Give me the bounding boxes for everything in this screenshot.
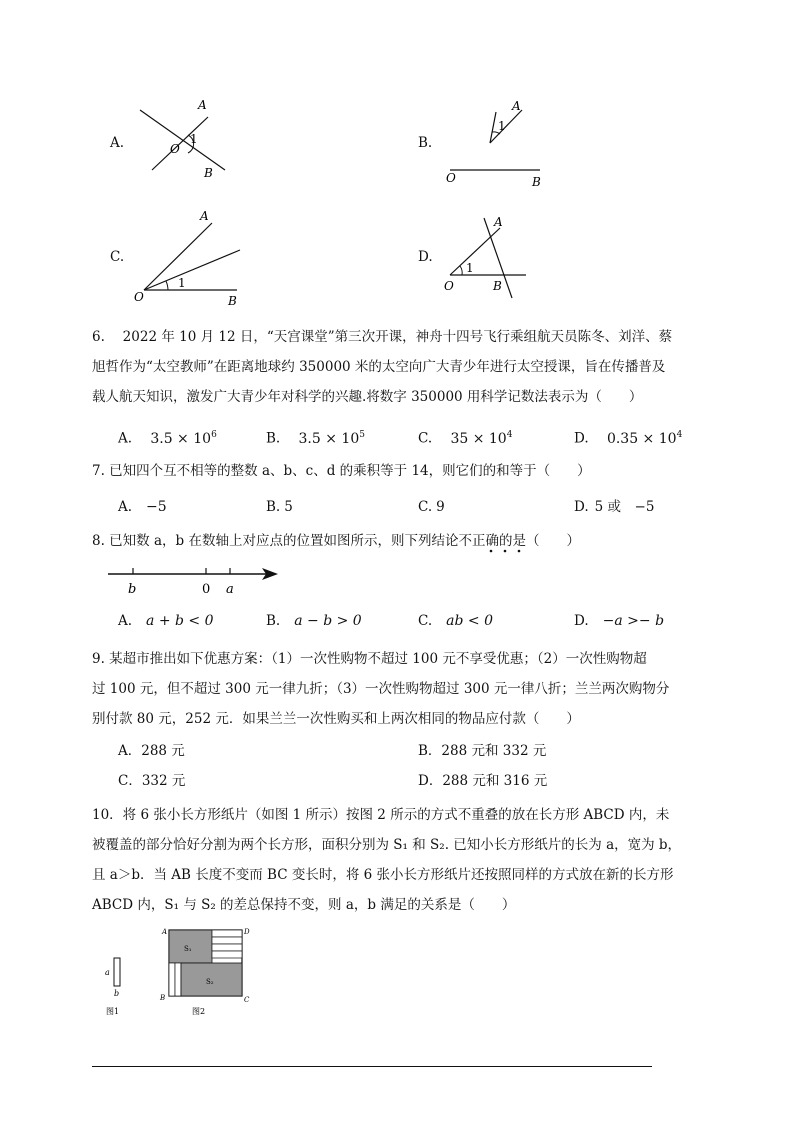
q8-stem: 8. 已知数 a，b 在数轴上对应点的位置如图所示，则下列结论不正确的是（ ） [92, 533, 580, 549]
q10-stem-line2: 被覆盖的部分恰好分割为两个长方形，面积分别为 S₁ 和 S₂. 已知小长方形纸片的长为 a，宽为 b， [92, 837, 682, 853]
q6-option-d: D. $0.35 \times 10^4$ [574, 430, 683, 447]
q10-stem-line3: 且 a＞b．当 AB 长度不变而 BC 变长时，将 6 张小长方形纸片还按照同样的方式放在新的长方形 [92, 867, 674, 883]
q5-option-b-figure [440, 98, 560, 190]
q9-stem-line1: 9. 某超市推出如下优惠方案：（1）一次性购物不超过 100 元不享受优惠；（2）一次性购物超 [92, 651, 647, 667]
q10-fig2-d: D [244, 928, 250, 936]
q10-fig2-c: C [244, 996, 250, 1004]
q5-a-point-b: B [204, 166, 213, 180]
q5-b-angle-1: 1 [498, 119, 506, 133]
q5-option-a-label: A. [110, 135, 125, 151]
q8-axis-zero: 0 [202, 582, 211, 597]
q9-option-a: A．288 元 [118, 743, 185, 759]
q6-option-b: B. $3.5 \times 10^5$ [266, 430, 365, 447]
q10-fig2-s1: S₁ [184, 945, 192, 953]
q5-c-point-a: A [200, 209, 209, 223]
q8-option-d: D. −a >− b [574, 613, 665, 629]
q8-emphasis-dots [486, 546, 536, 556]
q5-b-point-b: B [532, 175, 541, 189]
q9-stem-line2: 过 100 元，但不超过 300 元一律九折；（3）一次性购物超过 300 元一律八折；兰兰两次购物分 [92, 681, 670, 697]
q10-stem-line1: 10．将 6 张小长方形纸片（如图 1 所示）按图 2 所示的方式不重叠的放在长方形 ABCD 内，未 [92, 807, 670, 823]
q10-fig1-caption: 图1 [106, 1007, 120, 1016]
q10-figure-1 [104, 954, 132, 1020]
q5-d-angle-1: 1 [466, 261, 474, 275]
q5-d-point-o: O [444, 279, 454, 293]
q10-fig2-b: B [160, 994, 166, 1002]
q7-option-d: D. 5 或 −5 [574, 499, 655, 515]
q9-stem-line3: 别付款 80 元，252 元．如果兰兰一次性购买和上两次相同的物品应付款（ ） [92, 711, 580, 727]
q8-number-line [106, 562, 286, 598]
q5-c-point-b: B [228, 294, 237, 305]
q7-option-b: B. 5 [266, 499, 293, 515]
q5-b-point-o: O [446, 171, 456, 185]
q6-stem-line1: 6. 2022 年 10 月 12 日，“天宫课堂”第三次开课，神舟十四号飞行乘组航天员陈冬、刘洋、蔡 [92, 329, 673, 345]
q8-axis-b: b [128, 582, 137, 597]
q10-fig1-a: a [105, 968, 110, 977]
q7-option-c: C. 9 [418, 499, 445, 515]
q6-option-c: C. $35 \times 10^4$ [418, 430, 513, 447]
q8-option-a: A. a + b < 0 [118, 613, 214, 629]
q5-b-point-a: A [512, 99, 521, 113]
q10-fig2-caption: 图2 [192, 1007, 206, 1016]
q5-option-a-figure [130, 95, 240, 185]
q5-d-point-a: A [494, 215, 503, 229]
q10-fig2-s2: S₂ [206, 978, 214, 986]
q10-fig1-b: b [114, 989, 120, 998]
q5-option-b-label: B. [418, 135, 433, 151]
q5-a-point-o: O [170, 142, 180, 156]
q7-option-a: A. −5 [118, 499, 167, 515]
q5-option-d-label: D. [418, 249, 433, 265]
q8-option-c: C. ab < 0 [418, 613, 493, 629]
q5-c-point-o: O [134, 290, 144, 304]
q5-option-d-figure [440, 210, 550, 300]
q10-fig2-a: A [162, 928, 168, 936]
q8-emphasis: 不正确 [458, 533, 499, 549]
q8-option-b: B. a − b > 0 [266, 613, 362, 629]
q9-option-c: C．332 元 [118, 773, 186, 789]
q7-stem: 7. 已知四个互不相等的整数 a、b、c、d 的乘积等于 14，则它们的和等于（ ） [92, 463, 591, 479]
q5-option-c-figure [132, 205, 252, 305]
q6-option-a: A. $3.5 \times 10^6$ [118, 430, 217, 447]
q8-axis-a: a [226, 582, 234, 597]
q9-option-b: B．288 元和 332 元 [418, 743, 547, 759]
q6-stem-line2: 旭哲作为“太空教师”在距离地球约 350000 米的太空向广大青少年进行太空授课，旨在传播普及 [92, 359, 666, 375]
q9-option-d: D．288 元和 316 元 [418, 773, 548, 789]
q5-a-angle-1: 1 [190, 132, 198, 146]
q5-option-c-label: C. [110, 249, 125, 265]
q5-d-point-b: B [493, 279, 502, 293]
q5-c-angle-1: 1 [178, 276, 186, 290]
q10-figure-2 [158, 924, 258, 1020]
q10-stem-line4: ABCD 内，S₁ 与 S₂ 的差总保持不变，则 a，b 满足的关系是（ ） [92, 897, 516, 913]
q6-stem-line3: 载人航天知识，激发广大青少年对科学的兴趣.将数字 350000 用科学记数法表示为（ ） [92, 389, 643, 405]
footer-rule [92, 1066, 652, 1067]
q5-a-point-a: A [198, 98, 207, 112]
